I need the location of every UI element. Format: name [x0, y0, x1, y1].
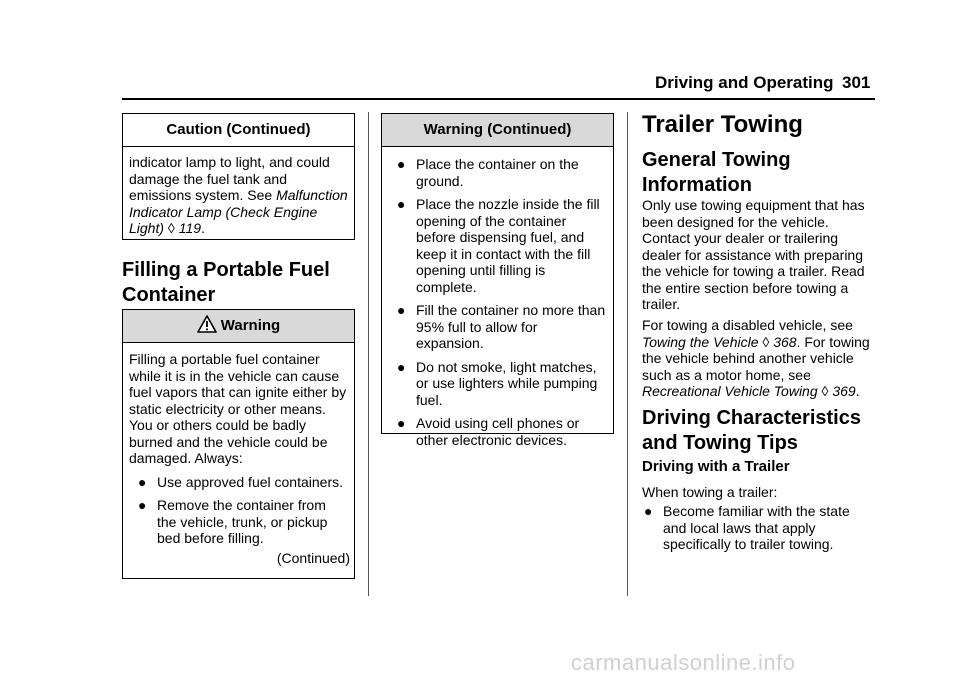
filling-section-heading: Filling a Portable Fuel Container: [122, 259, 330, 306]
warning-heading: Warning: [220, 317, 281, 334]
caution-text: indicator lamp to light, and could damage the fuel tank and emissions system. See: [129, 154, 330, 203]
list-item: [388, 196, 607, 295]
column-divider-left: [368, 112, 369, 596]
towing-vehicle-page-link[interactable]: 368: [773, 333, 797, 350]
bullet-icon: ●: [138, 473, 147, 490]
bullet-icon: ●: [397, 415, 406, 431]
caution-heading: Caution (Continued): [123, 114, 354, 147]
list-item: [129, 474, 348, 491]
list-item-text: Place the container on the ground.: [416, 156, 579, 189]
list-item-text: Become familiar with the state and local laws that apply specifically to trailer towing.: [663, 503, 850, 552]
trailer-towing-title: Trailer Towing: [642, 111, 803, 138]
driving-characteristics-heading: Driving Characteristics and Towing Tips: [642, 407, 861, 454]
list-item-text: Place the nozzle inside the fill opening of the container before dispensing fuel, and keep it in contact with the fill opening until filling is complete.: [416, 196, 600, 295]
general-towing-text: Only use towing equipment that has been designed for the vehicle. Contact your dealer or trailering dealer for assistance with preparing the vehicle for towing a trailer. Read the entire section before towing a trailer.: [642, 197, 865, 312]
list-item-text: Do not smoke, light matches, or use lighters while pumping fuel.: [416, 358, 598, 408]
bullet-icon: ●: [397, 358, 406, 375]
caution-ref-page[interactable]: 119: [178, 220, 202, 236]
driving-intro: When towing a trailer:: [642, 484, 778, 500]
towing-vehicle-link[interactable]: Towing the Vehicle: [642, 333, 759, 350]
list-item-text: Avoid using cell phones or other electronic devices.: [416, 415, 580, 448]
header-title: Driving and Operating: [655, 73, 834, 92]
column-divider-right: [627, 112, 628, 596]
warning-continued-heading: Warning (Continued): [382, 114, 613, 147]
driving-with-trailer-heading: Driving with a Trailer: [642, 458, 790, 475]
warning-intro: Filling a portable fuel container while it is in the vehicle can cause fuel vapors that can ignite either by static electricity or other means. You or others could be badly burned and the vehicle could be damaged. Always:: [129, 351, 347, 466]
list-item: [388, 302, 607, 352]
list-item-text: Fill the container no more than 95% full to allow for expansion.: [416, 302, 606, 351]
caution-body: [123, 147, 354, 237]
bullet-icon: ●: [138, 497, 147, 513]
list-item: [388, 156, 607, 189]
disabled-vehicle-text: [642, 317, 874, 400]
disabled-text-1: For towing a disabled vehicle, see: [642, 317, 853, 333]
disabled-text-2: . For towing the vehicle behind another vehicle such as a motor home, see: [642, 333, 870, 383]
continued-label: (Continued): [276, 549, 350, 566]
warning-box: [122, 309, 355, 579]
list-item: [388, 359, 607, 409]
recreational-towing-link[interactable]: Recreational Vehicle Towing: [642, 383, 818, 399]
reference-icon: ◊: [167, 220, 175, 236]
general-towing-heading: General Towing Information: [642, 149, 791, 196]
list-item-text: Remove the container from the vehicle, trunk, or pickup bed before filling.: [157, 497, 328, 546]
list-item: [388, 415, 607, 448]
recreational-towing-page-link[interactable]: 369: [832, 383, 856, 399]
disabled-text-end: .: [855, 383, 860, 399]
watermark: carmanualsonline.info: [571, 650, 796, 675]
page-number: 301: [842, 73, 871, 92]
caution-box: [122, 113, 355, 240]
bullet-icon: ●: [397, 156, 406, 172]
warning-triangle-icon: [197, 315, 217, 333]
header-rule: [122, 98, 875, 100]
reference-icon: ◊: [762, 333, 770, 350]
bullet-icon: ●: [397, 196, 406, 212]
caution-ref-end: .: [201, 220, 205, 236]
list-item-text: Use approved fuel containers.: [157, 473, 343, 490]
reference-icon: ◊: [821, 383, 829, 399]
warning-header: [123, 310, 354, 343]
list-item: [642, 503, 873, 553]
bullet-icon: ●: [644, 503, 653, 519]
bullet-icon: ●: [397, 302, 406, 318]
warning-body: [123, 343, 354, 566]
warning-continued-body: [382, 147, 613, 448]
warning-continued-box: [381, 113, 614, 448]
caution-ref-title[interactable]: Malfunction Indicator Lamp (Check Engine Light): [129, 187, 348, 236]
list-item: [129, 497, 348, 547]
